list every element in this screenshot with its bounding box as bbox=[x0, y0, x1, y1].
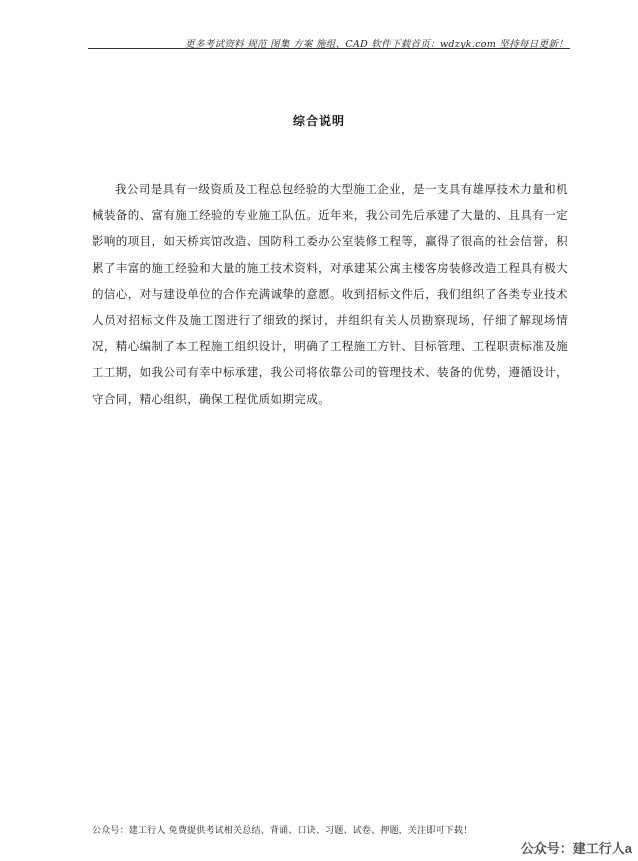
page-footer-text: 公众号：建工行人 免费提供考试相关总结、背诵、口诀、习题、试卷、押题，关注即可下载！ bbox=[92, 826, 473, 836]
watermark-label: 公众号：建工行人a bbox=[520, 841, 632, 856]
header-divider bbox=[88, 48, 570, 49]
body-paragraph: 我公司是具有一级资质及工程总包经验的大型施工企业，是一支具有雄厚技术力量和机械装备的、富有施工经验的专业施工队伍。近年来，我公司先后承建了大量的、且具有一定影响的项目，如天桥宾馆改造、国防科工委办公室装修工程等，赢得了很高的社会信誉，积累了丰富的施工经验和大量的施工技术资料，对承建某公寓主楼客房装修改造工程具有极大的信心，对与建设单位的合作充满诚挚的意愿。收到招标文件后，我们组织了各类专业技术人员对招标文件及施工图进行了细致的探讨，并组织有关人员勘察现场，仔细了解现场情况，精心编制了本工程施工组织设计，明确了工程施工方针、目标管理、工程职责标准及施工工期，如我公司有幸中标承建，我公司将依靠公司的管理技术、装备的优势，遵循设计，守合同，精心组织，确保工程优质如期完成。 bbox=[92, 182, 568, 406]
page-header-text: 更多考试资料 规范 图集 方案 施组、CAD 软件下载首页：wdzyk.com 坚持每日更新！ bbox=[185, 39, 568, 50]
document-title: 综合说明 bbox=[292, 114, 345, 128]
